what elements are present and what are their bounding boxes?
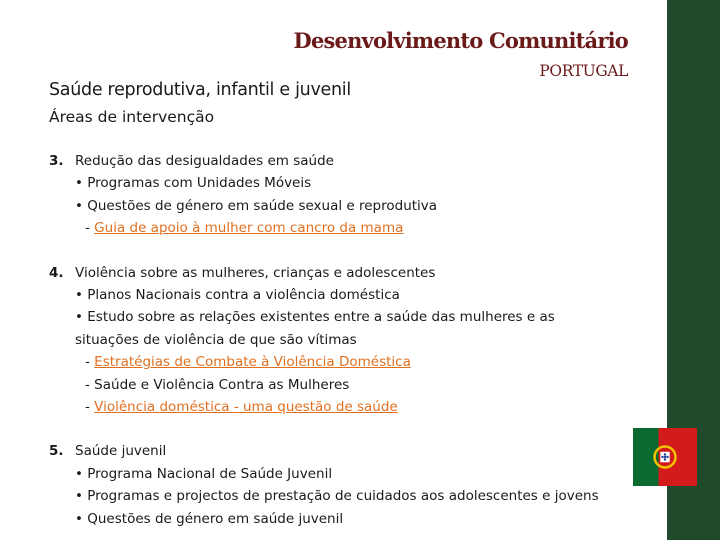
section-4: [49, 262, 609, 419]
guia-apoio-link[interactable]: Guia de apoio à mulher com cancro da mama: [94, 220, 404, 237]
section-3: [49, 150, 609, 240]
content-list: [49, 150, 609, 530]
list-item: • Programas com Unidades Móveis: [75, 175, 312, 192]
list-item: • Planos Nacionais contra a violência doméstica: [75, 287, 400, 304]
list-item: • Estudo sobre as relações existentes entre a saúde das mulheres e as situações de violência de que são vítimas: [75, 309, 555, 348]
areas-heading: Áreas de intervenção: [49, 108, 215, 126]
page-title: Desenvolvimento Comunitário: [293, 28, 628, 53]
list-item: • Questões de género em saúde sexual e reprodutiva: [75, 197, 438, 214]
section-heading: [49, 262, 609, 284]
sub-item-prefix: -: [85, 376, 95, 393]
list-item: • Questões de género em saúde juvenil: [75, 510, 344, 527]
estrategias-link[interactable]: Estratégias de Combate à Violência Doméstica: [94, 354, 411, 371]
country-label: PORTUGAL: [539, 62, 628, 80]
section-number: 3.: [49, 153, 64, 169]
section-heading: [49, 150, 609, 172]
sub-item-text: Saúde e Violência Contra as Mulheres: [94, 376, 350, 393]
violencia-domestica-link[interactable]: Violência doméstica - uma questão de saúde: [94, 399, 398, 416]
list-item: • Programas e projectos de prestação de cuidados aos adolescentes e jovens: [75, 488, 599, 505]
list-item: • Programa Nacional de Saúde Juvenil: [75, 465, 333, 482]
sub-item: [49, 396, 609, 418]
sub-item: [49, 351, 609, 373]
sub-item-prefix: -: [85, 354, 95, 371]
sub-item: [49, 374, 609, 396]
section-5: [49, 440, 609, 530]
sub-item-prefix: -: [85, 220, 95, 237]
section-number: 5.: [49, 443, 64, 460]
section-number: 4.: [49, 264, 64, 281]
section-heading: [49, 440, 609, 462]
sub-item-prefix: -: [85, 399, 95, 416]
section-title: Saúde juvenil: [75, 443, 167, 460]
section-subtitle: Saúde reprodutiva, infantil e juvenil: [49, 80, 351, 100]
section-title: Violência sobre as mulheres, crianças e adolescentes: [75, 264, 436, 281]
section-title: Redução das desigualdades em saúde: [75, 153, 334, 169]
sub-item: [49, 217, 609, 239]
portugal-flag-icon: [633, 428, 697, 486]
